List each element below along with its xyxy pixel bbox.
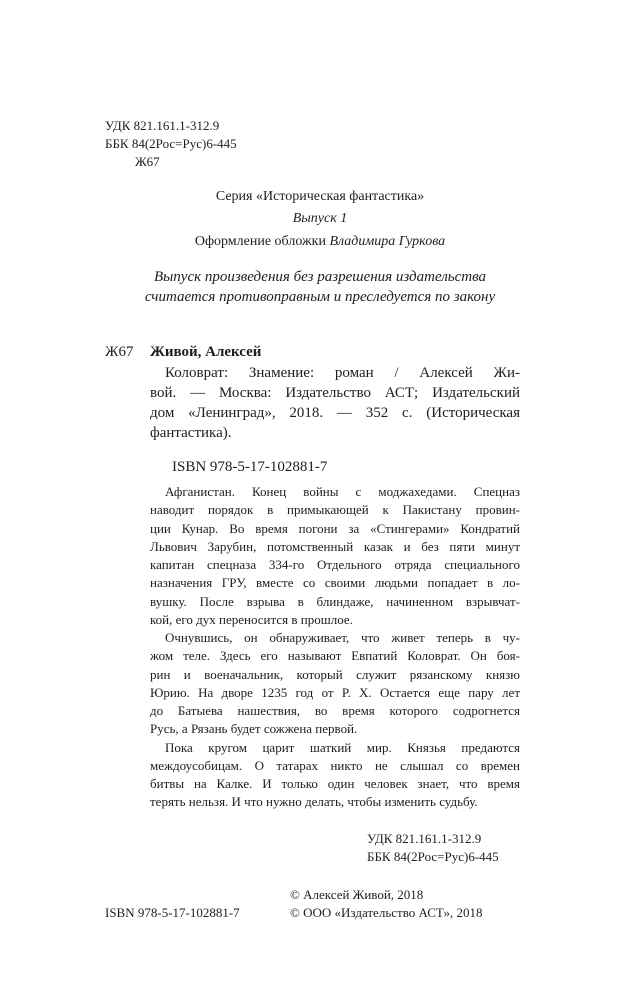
abstract-line: жом теле. Здесь его называют Евпатий Коловрат. Он боя- bbox=[150, 648, 520, 664]
udk-code: УДК 821.161.1-312.9 bbox=[105, 118, 220, 133]
abstract-line: Русь, а Рязань будет сожжена первой. bbox=[150, 721, 358, 737]
warning-line-1: Выпуск произведения без разрешения издательства bbox=[153, 269, 487, 285]
abstract-line: Юрию. На дворе 1235 год от Р. Х. Остается еще пару лет bbox=[150, 684, 520, 700]
abstract-line: междоусобицам. О татарах никто не слышал со времен bbox=[150, 757, 520, 773]
abstract-line: битвы на Калке. И только один человек знает, что время bbox=[150, 776, 520, 791]
entry-line: Коловрат: Знамение: роман / Алексей Жи- bbox=[165, 365, 520, 381]
entry-line: вой. — Москва: Издательство АСТ; Издательский bbox=[150, 385, 520, 401]
entry-line: дом «Ленинград», 2018. — 352 с. (Историческая bbox=[150, 405, 520, 421]
abstract-line: кой, его дух переносится в прошлое. bbox=[150, 611, 353, 627]
abstract-line: ции Кунар. Во время погони за «Стингерами» Кондратий bbox=[150, 520, 520, 536]
abstract-line: Пока кругом царит шаткий мир. Князья предаются bbox=[165, 739, 520, 755]
issue-number: Выпуск 1 bbox=[292, 211, 348, 226]
abstract-line: наводит порядок в примыкающей к Пакистану провин- bbox=[150, 502, 520, 518]
entry-author: Живой, Алексей bbox=[150, 344, 262, 360]
abstract-line: Афганистан. Конец войны с моджахедами. Спецназ bbox=[165, 484, 520, 499]
abstract-line: капитан спецназа 334-го Отдельного отряда специального bbox=[150, 557, 520, 572]
author-mark: Ж67 bbox=[135, 154, 160, 169]
bottom-udk: УДК 821.161.1-312.9 bbox=[367, 831, 482, 846]
cover-artist: Владимира Гуркова bbox=[329, 234, 446, 249]
entry-line: фантастика). bbox=[150, 425, 232, 441]
warning-line-2: считается противоправным и преследуется по закону bbox=[144, 289, 496, 305]
entry-isbn: ISBN 978-5-17-102881-7 bbox=[172, 459, 328, 475]
abstract-line: Львович Зарубин, потомственный казак и без пяти минут bbox=[150, 538, 520, 554]
abstract-line: вушку. После взрыва в блиндаже, начиненном взрывчат- bbox=[150, 593, 520, 609]
abstract-line: рин и военачальник, который служит рязанскому князю bbox=[150, 666, 520, 682]
bbk-code: ББК 84(2Рос=Рус)6-445 bbox=[105, 136, 237, 151]
copyright-author: © Алексей Живой, 2018 bbox=[290, 887, 424, 902]
abstract-line: назначения ГРУ, вместе со своими людьми попадает в ло- bbox=[150, 575, 520, 591]
abstract-line: терять нельзя. И что нужно делать, чтобы изменить судьбу. bbox=[150, 794, 478, 810]
series-line: Серия «Историческая фантастика» bbox=[215, 189, 425, 204]
cover-prefix: Оформление обложки bbox=[194, 234, 326, 249]
copyright-publisher: © ООО «Издательство АСТ», 2018 bbox=[290, 905, 483, 920]
copyright-isbn: ISBN 978-5-17-102881-7 bbox=[105, 905, 240, 920]
entry-mark: Ж67 bbox=[105, 344, 134, 360]
abstract-line: Очнувшись, он обнаруживает, что живет теперь в чу- bbox=[165, 630, 520, 645]
cover-credit bbox=[0, 235, 620, 249]
bottom-bbk: ББК 84(2Рос=Рус)6-445 bbox=[367, 849, 499, 864]
abstract-line: до Батыева нашествия, во время которого содрогнется bbox=[150, 703, 520, 718]
